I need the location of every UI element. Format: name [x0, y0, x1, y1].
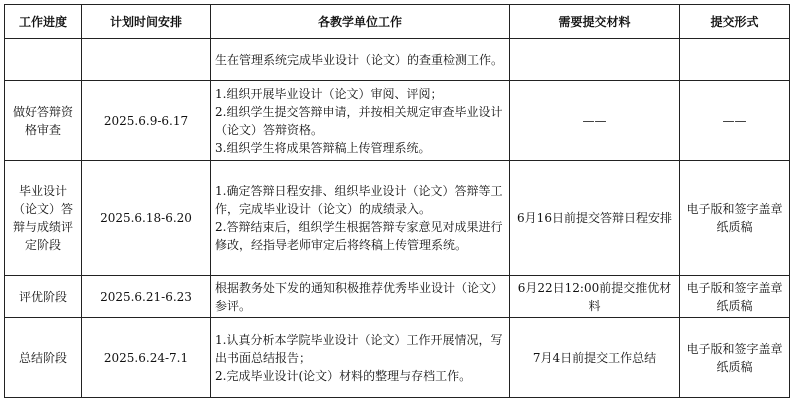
work-item: 1.组织开展毕业设计（论文）审阅、评阅； — [215, 86, 443, 101]
time-cell: 2025.6.24-7.1 — [82, 318, 211, 398]
materials-cell: —— — [510, 81, 680, 161]
stage-cell: 评优阶段 — [5, 276, 82, 318]
form-cell: 电子版和签字盖章纸质稿 — [680, 318, 790, 398]
work-item: 根据教务处下发的通知积极推荐优秀毕业设计（论文）参评。 — [215, 280, 504, 313]
header-time: 计划时间安排 — [82, 5, 211, 39]
materials-cell: 6月22日12:00前提交推优材料 — [510, 276, 680, 318]
table-row — [5, 39, 790, 81]
work-item: 2.组织学生提交答辩申请，并按相关规定审查毕业设计（论文）答辩资格。 — [215, 104, 503, 137]
form-cell: 电子版和签字盖章纸质稿 — [680, 276, 790, 318]
header-materials: 需要提交材料 — [510, 5, 680, 39]
form-cell: —— — [680, 81, 790, 161]
table-row — [5, 81, 790, 161]
time-cell — [82, 39, 211, 81]
work-item: 生在管理系统完成毕业设计（论文）的查重检测工作。 — [215, 52, 504, 67]
header-form: 提交形式 — [680, 5, 790, 39]
materials-cell — [510, 39, 680, 81]
work-cell — [211, 276, 510, 318]
work-item: 2.完成毕业设计(论文）材料的整理与存档工作。 — [215, 368, 472, 383]
header-work: 各教学单位工作 — [211, 5, 510, 39]
time-cell: 2025.6.21-6.23 — [82, 276, 211, 318]
work-item: 3.组织学生将成果答辩稿上传管理系统。 — [215, 140, 431, 155]
table-row — [5, 276, 790, 318]
stage-cell: 做好答辩资格审查 — [5, 81, 82, 161]
work-cell — [211, 318, 510, 398]
header-stage: 工作进度 — [5, 5, 82, 39]
work-item: 1.认真分析本学院毕业设计（论文）工作开展情况，写出书面总结报告； — [215, 332, 503, 365]
header-row — [5, 5, 790, 39]
schedule-table — [4, 4, 790, 398]
stage-cell: 毕业设计（论文）答辩与成绩评定阶段 — [5, 161, 82, 276]
work-cell — [211, 39, 510, 81]
time-cell: 2025.6.9-6.17 — [82, 81, 211, 161]
form-cell: 电子版和签字盖章纸质稿 — [680, 161, 790, 276]
materials-cell: 7月4日前提交工作总结 — [510, 318, 680, 398]
materials-cell: 6月16日前提交答辩日程安排 — [510, 161, 680, 276]
form-cell — [680, 39, 790, 81]
time-cell: 2025.6.18-6.20 — [82, 161, 211, 276]
stage-cell — [5, 39, 82, 81]
stage-cell: 总结阶段 — [5, 318, 82, 398]
table-row — [5, 161, 790, 276]
work-cell — [211, 161, 510, 276]
table-row — [5, 318, 790, 398]
work-item: 2.答辩结束后，组织学生根据答辩专家意见对成果进行修改，经指导老师审定后将终稿上传管理系统。 — [215, 220, 503, 252]
work-cell — [211, 81, 510, 161]
work-item: 1.确定答辩日程安排、组织毕业设计（论文）答辩等工作，完成毕业设计（论文）的成绩录入。 — [215, 184, 503, 216]
